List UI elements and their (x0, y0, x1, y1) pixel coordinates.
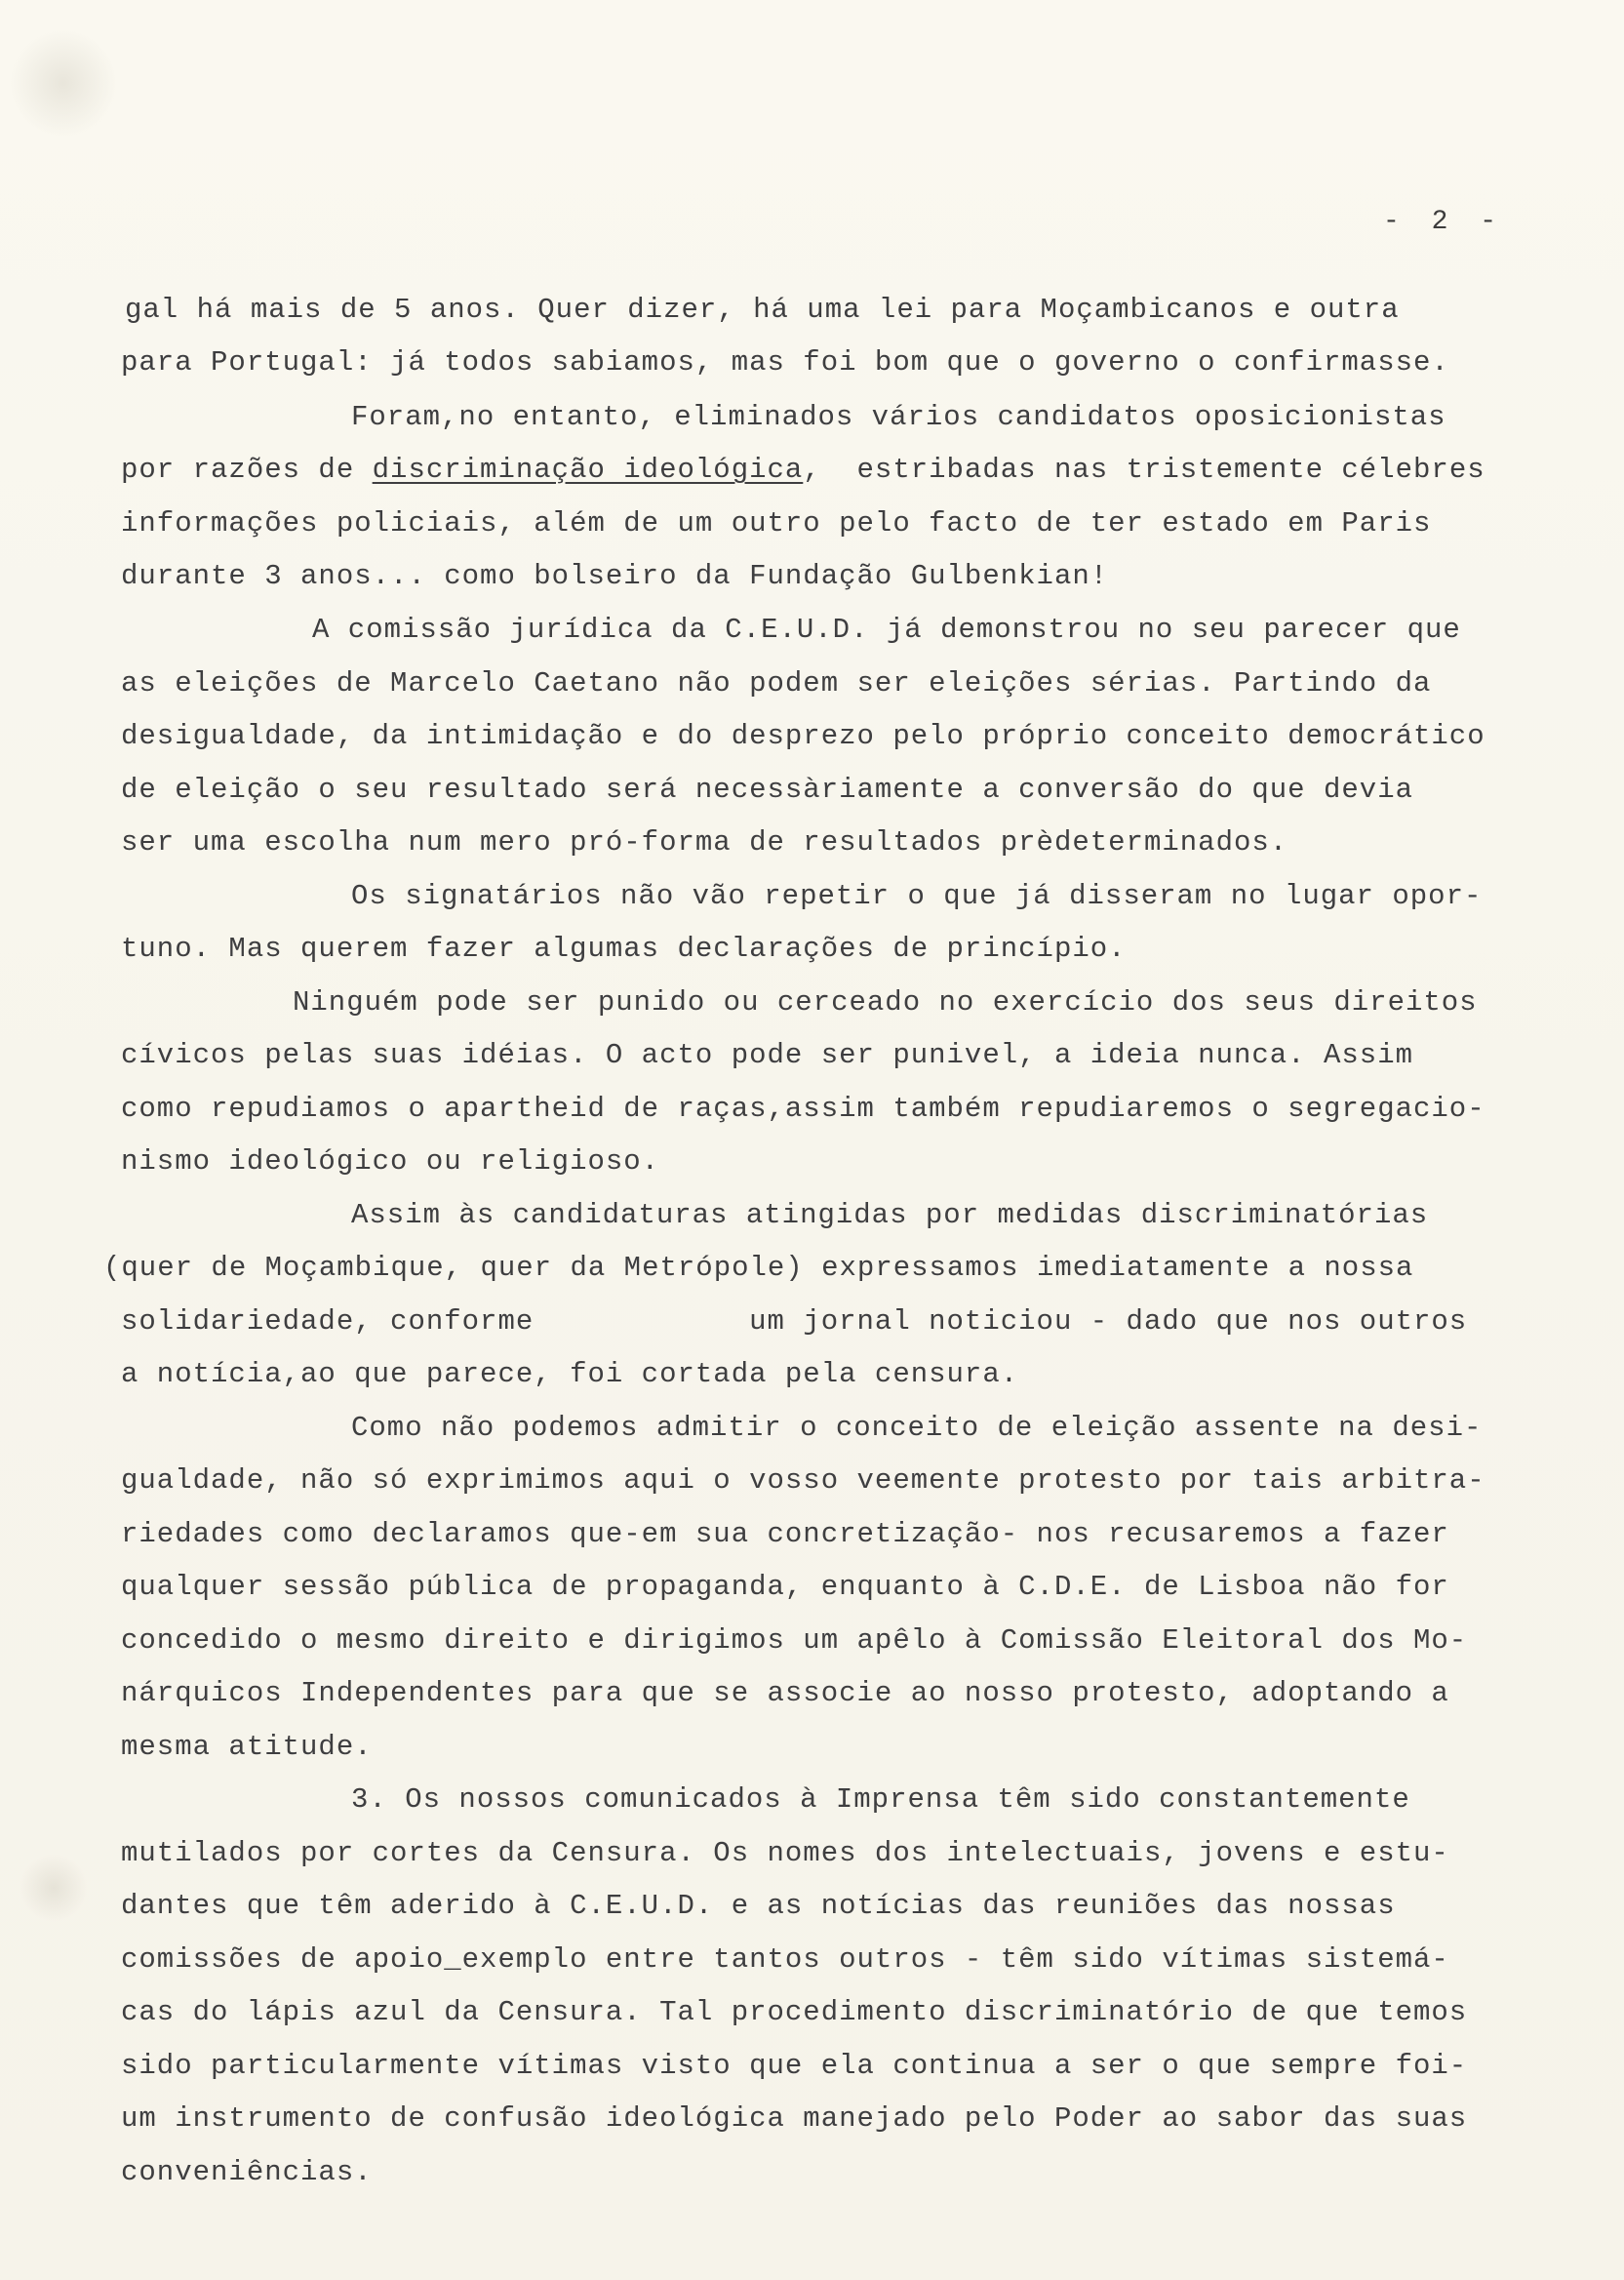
page-number: - 2 - (1383, 207, 1505, 237)
text-line: gualdade, não só exprimimos aqui o vosso veemente protesto por tais arbitra- (121, 1464, 1485, 1497)
text-line: de eleição o seu resultado será necessàriamente a conversão do que devia (121, 774, 1414, 806)
text-line: as eleições de Marcelo Caetano não podem ser eleições sérias. Partindo da (121, 667, 1432, 700)
text-line: riedades como declaramos que-em sua concretização- nos recusaremos a fazer (121, 1518, 1449, 1550)
text-line: para Portugal: já todos sabiamos, mas foi bom que o governo o confirmasse. (121, 346, 1449, 379)
text-segment: , estribadas nas tristemente célebres (803, 454, 1485, 486)
text-line: a notícia,ao que parece, foi cortada pela censura. (121, 1358, 1019, 1390)
text-line: cas do lápis azul da Censura. Tal procedimento discriminatório de que temos (121, 1996, 1468, 2028)
paper-stain (20, 1854, 88, 1922)
text-line: tuno. Mas querem fazer algumas declarações de princípio. (121, 933, 1127, 965)
text-line (121, 451, 1485, 490)
text-line: cívicos pelas suas idéias. O acto pode ser punivel, a ideia nunca. Assim (121, 1039, 1414, 1071)
text-line: Os signatários não vão repetir o que já disseram no lugar opor- (351, 880, 1483, 912)
text-line: comissões de apoio_exemplo entre tantos outros - têm sido vítimas sistemá- (121, 1943, 1449, 1976)
text-line: nárquicos Independentes para que se associe ao nosso protesto, adoptando a (121, 1677, 1449, 1709)
text-line: qualquer sessão pública de propaganda, enquanto à C.D.E. de Lisboa não for (121, 1571, 1449, 1603)
text-line: (quer de Moçambique, quer da Metrópole) expressamos imediatamente a nossa (103, 1252, 1414, 1284)
text-line: sido particularmente vítimas visto que ela continua a ser o que sempre foi- (121, 2050, 1468, 2082)
text-line: dantes que têm aderido à C.E.U.D. e as notícias das reuniões das nossas (121, 1890, 1396, 1922)
text-line: Foram,no entanto, eliminados vários candidatos oposicionistas (351, 401, 1446, 433)
text-line: A comissão jurídica da C.E.U.D. já demonstrou no seu parecer que (312, 614, 1461, 646)
text-line: mesma atitude. (121, 1731, 373, 1763)
text-line: 3. Os nossos comunicados à Imprensa têm sido constantemente (351, 1783, 1410, 1816)
text-line: como repudiamos o apartheid de raças,assim também repudiaremos o segregacio- (121, 1093, 1485, 1125)
text-line: durante 3 anos... como bolseiro da Fundação Gulbenkian! (121, 560, 1109, 592)
text-line: conveniências. (121, 2156, 373, 2188)
text-line: Ninguém pode ser punido ou cerceado no exercício dos seus direitos (293, 986, 1478, 1019)
text-line: mutilados por cortes da Censura. Os nomes dos intelectuais, jovens e estu- (121, 1837, 1449, 1869)
text-line: um instrumento de confusão ideológica manejado pelo Poder ao sabor das suas (121, 2102, 1468, 2135)
text-line: nismo ideológico ou religioso. (121, 1145, 660, 1178)
text-line: solidariedade, conforme um jornal noticiou - dado que nos outros (121, 1305, 1468, 1338)
paper-stain (10, 29, 117, 137)
text-line: gal há mais de 5 anos. Quer dizer, há uma lei para Moçambicanos e outra (125, 294, 1400, 326)
text-line: desigualdade, da intimidação e do desprezo pelo próprio conceito democrático (121, 720, 1485, 752)
text-line: Como não podemos admitir o conceito de eleição assente na desi- (351, 1412, 1483, 1444)
text-line: informações policiais, além de um outro pelo facto de ter estado em Paris (121, 507, 1432, 540)
text-line: concedido o mesmo direito e dirigimos um apêlo à Comissão Eleitoral dos Mo- (121, 1624, 1468, 1657)
underlined-phrase: discriminação ideológica (372, 454, 804, 486)
text-line: ser uma escolha num mero pró-forma de resultados prèdeterminados. (121, 826, 1288, 859)
text-line: Assim às candidaturas atingidas por medidas discriminatórias (351, 1199, 1429, 1231)
text-segment: por razões de (121, 454, 373, 486)
